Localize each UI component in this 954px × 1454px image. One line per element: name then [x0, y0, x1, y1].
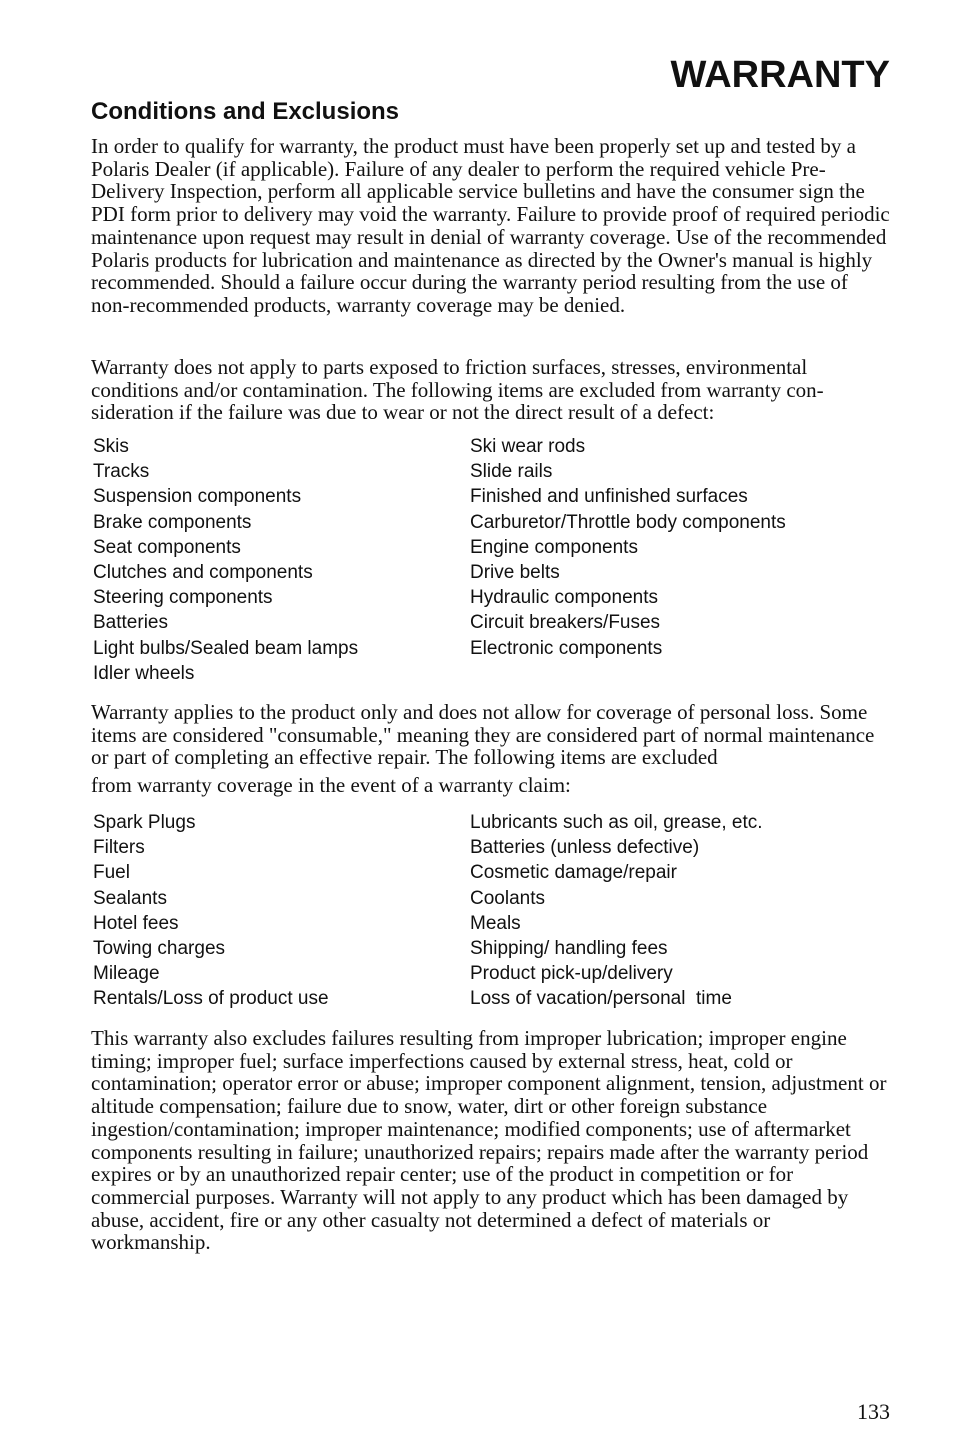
- list-item: Idler wheels: [93, 662, 195, 684]
- list-item: Hotel fees: [93, 912, 179, 934]
- list-item: Electronic components: [470, 637, 663, 659]
- list-item: Rentals/Loss of product use: [93, 988, 329, 1010]
- page-header: WARRANTY: [670, 54, 890, 96]
- list-item: Towing charges: [93, 938, 226, 960]
- list-item: Finished and unfinished surfaces: [470, 486, 748, 508]
- list-item: Skis: [93, 436, 129, 457]
- list-item: Spark Plugs: [93, 812, 196, 833]
- list-item-empty: [470, 661, 893, 686]
- list-item: Coolants: [470, 887, 545, 909]
- list-item: Carburetor/Throttle body components: [470, 511, 786, 533]
- list-item: Seat components: [93, 536, 241, 558]
- list-item: Suspension components: [93, 486, 302, 508]
- list-item: Meals: [470, 912, 521, 934]
- list-item: Filters: [93, 837, 145, 859]
- list-item: Steering components: [93, 587, 273, 609]
- list-item: Product pick-up/delivery: [470, 963, 673, 985]
- list-item: Drive belts: [470, 562, 560, 584]
- list-item: Engine components: [470, 536, 638, 558]
- consumable-paragraph-text: Warranty applies to the product only and does not allow for coverage of personal loss. Some items are considered "consumable," meaning they are considered part of normal maintenance or part of completing an effective repair. The following items are excluded: [91, 700, 875, 770]
- list-item: Shipping/ handling fees: [470, 938, 668, 960]
- list-item: Sealants: [93, 887, 167, 909]
- wear-items-list: [93, 434, 893, 686]
- consumable-paragraph-tail: from warranty coverage in the event of a warranty claim:: [91, 773, 571, 798]
- list-item: Ski wear rods: [470, 436, 586, 457]
- list-item: Brake components: [93, 511, 252, 533]
- list-item: Loss of vacation/personal time: [470, 988, 732, 1010]
- consumable-items-list: [93, 810, 893, 1012]
- consumable-paragraph: [91, 701, 891, 797]
- list-item: Tracks: [93, 461, 150, 483]
- list-item: Clutches and components: [93, 562, 313, 584]
- list-item: Batteries: [93, 612, 168, 634]
- qualification-paragraph: In order to qualify for warranty, the product must have been properly set up and tested by a Polaris Dealer (if applicable). Failure of any dealer to perform the required vehicle Pre-Delivery Inspection, perform all applicable service bulletins and have the consumer sign the PDI form prior to delivery may void the warranty. Failure to provide proof of required periodic maintenance upon request may result in denial of warranty coverage. Use of the recommended Polaris products for lubrication and maintenance as directed by the Owner's manual is highly recommended. Should a failure occur during the warranty period resulting from the use of non-recommended products, warranty coverage may be denied.: [91, 134, 890, 317]
- list-item: Slide rails: [470, 461, 553, 483]
- list-item: Mileage: [93, 963, 160, 985]
- list-item: Circuit breakers/Fuses: [470, 612, 661, 634]
- wear-exclusion-paragraph: Warranty does not apply to parts exposed to friction surfaces, stresses, environmental conditions and/or contamination. The following items are excluded from warranty con-sideration if the failure was due to wear or not the direct result of a defect:: [91, 355, 824, 425]
- list-item: Lubricants such as oil, grease, etc.: [470, 812, 763, 833]
- list-item: Light bulbs/Sealed beam lamps: [93, 637, 359, 659]
- list-item: Batteries (unless defective): [470, 837, 700, 859]
- section-title: Conditions and Exclusions: [91, 98, 400, 125]
- list-item: Fuel: [93, 862, 130, 884]
- page-number: 133: [857, 1399, 890, 1424]
- list-item: Cosmetic damage/repair: [470, 862, 677, 884]
- list-item: Hydraulic components: [470, 587, 658, 609]
- additional-exclusions-paragraph: This warranty also excludes failures resulting from improper lubrication; improper engine timing; improper fuel; surface imperfections caused by external stress, heat, cold or contamination; operator error or abuse; improper component alignment, tension, adjustment or altitude compensation; failure due to snow, water, dirt or other foreign substance ingestion/contamination; improper maintenance; modified components; use of aftermarket components resulting in failure; unauthorized repairs; repairs made after the warranty period expires or by an unauthorized repair center; use of the product in competition or for commercial purposes. Warranty will not apply to any product which has been damaged by abuse, accident, fire or any other casualty not determined a defect of materials or workmanship.: [91, 1026, 887, 1255]
